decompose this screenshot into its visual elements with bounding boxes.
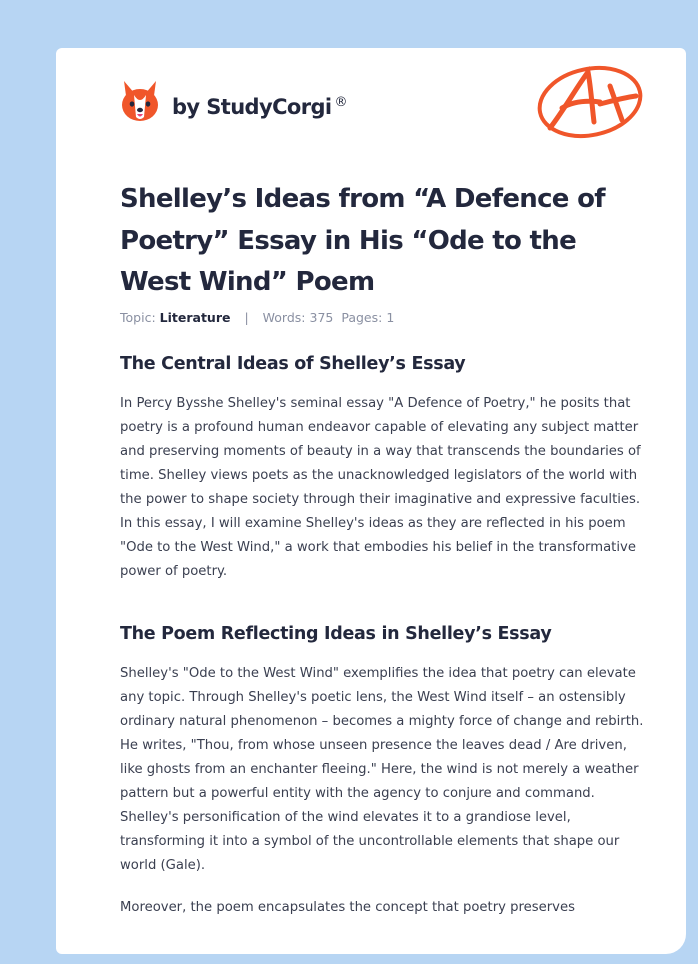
topic-label: Topic: (120, 310, 156, 325)
words-count: 375 (309, 310, 334, 325)
section-paragraph: Moreover, the poem encapsulates the concept that poetry preserves (120, 900, 575, 915)
page-title: Shelley’s Ideas from “A Defence of Poetry” Essay in His “Ode to the West Wind” Poem (120, 184, 605, 297)
pages-count: 1 (386, 310, 395, 325)
pages-label: Pages: (341, 310, 383, 325)
section-heading: The Poem Reflecting Ideas in Shelley’s Essay (120, 624, 552, 644)
corgi-logo-icon (120, 79, 160, 125)
topic-link[interactable]: Literature (159, 310, 231, 325)
grade-a-plus-icon (536, 58, 648, 140)
brand-name: by StudyCorgi (172, 95, 332, 119)
section-paragraph: Shelley's "Ode to the West Wind" exemplifies the idea that poetry can elevate any topic. Through Shelley's poetic lens, the West Wind itself – an ostensibly ordinary natural phenomenon – becomes a mighty force of change and rebirth. He writes, "Thou, from whose unseen presence the leaves dead / Are driven, like ghosts from an enchanter fleeing." Here, the wind is not merely a weather pattern but a powerful entity with the agency to conjure and command. Shelley's personification of the wind elevates it to a grandiose level, transforming it into a symbol of the uncontrollable elements that shape our world (Gale). (120, 666, 644, 873)
section-heading: The Central Ideas of Shelley’s Essay (120, 354, 466, 374)
meta-separator: | (244, 310, 249, 325)
essay-meta (120, 310, 394, 325)
registered-mark: ® (334, 94, 348, 110)
words-label: Words: (262, 310, 306, 325)
section-paragraph: In Percy Bysshe Shelley's seminal essay "A Defence of Poetry," he posits that poetry is a profound human endeavor capable of elevating any subject matter and preserving moments of beauty in a way that transcends the boundaries of time. Shelley views poets as the unacknowledged legislators of the world with the power to shape society through their imaginative and expressive faculties. In this essay, I will examine Shelley's ideas as they are reflected in his poem "Ode to the West Wind," a work that embodies his belief in the transformative power of poetry. (120, 396, 641, 579)
brand-header[interactable] (120, 76, 348, 128)
document-page (56, 48, 686, 954)
